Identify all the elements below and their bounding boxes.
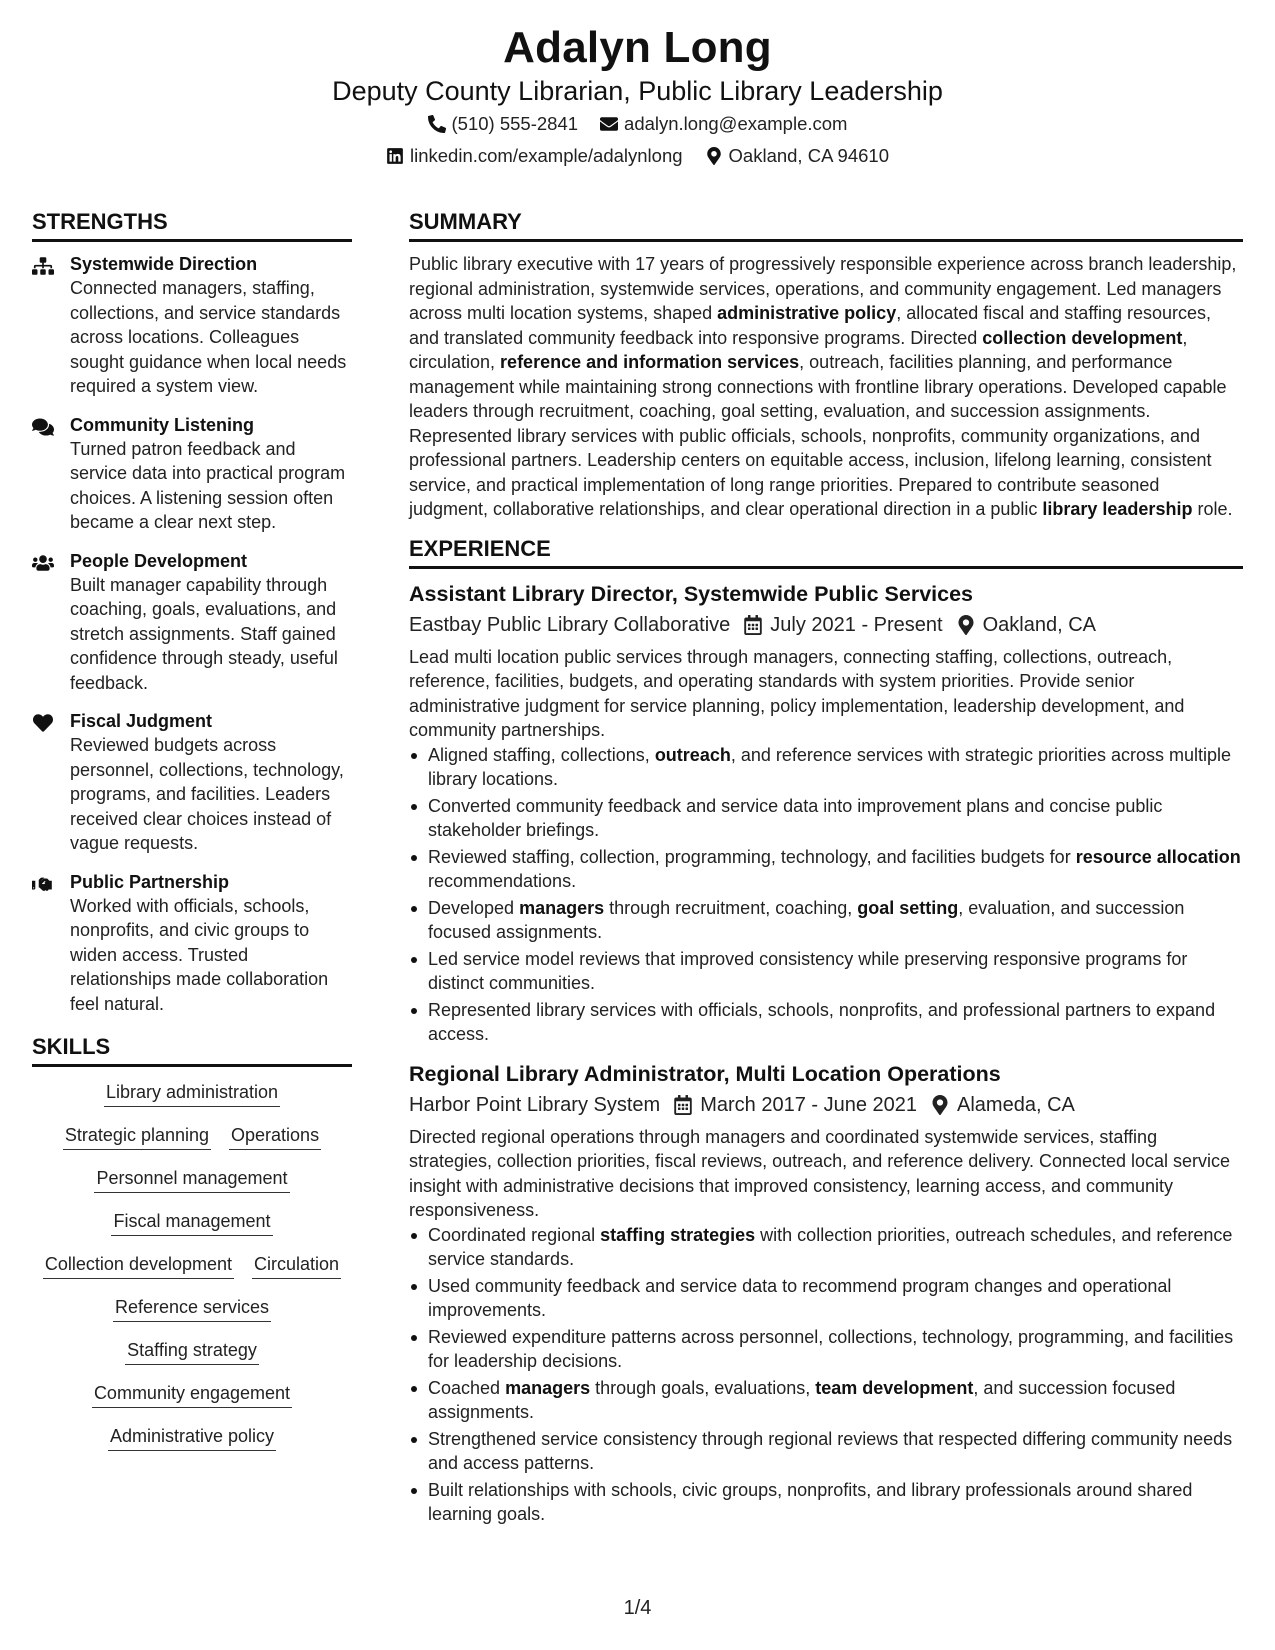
summary-heading: SUMMARY <box>409 207 1243 242</box>
strength-item <box>32 549 352 696</box>
text-segment: , outreach, facilities planning, and performance management while maintaining strong connections with frontline library operations. Developed capable leaders through recruitment, coaching, goal setting, evaluation, and succession assignments. Represented library services with public officials, schools, nonprofits, community organizations, and professional partners. Leadership centers on equitable access, inclusion, lifelong learning, consistent service, and practical implementation of long range priorities. Prepared to contribute seasoned judgment, collaborative relationships, and clear operational direction in a public <box>409 352 1227 519</box>
text-segment: Aligned staffing, collections, <box>428 744 655 765</box>
skill-row <box>32 1122 352 1150</box>
strength-text: Built manager capability through coaching, goals, evaluations, and stretch assignments. Staff gained confidence through steady, useful feedback. <box>70 574 338 693</box>
summary-text <box>409 252 1243 522</box>
sitemap-icon <box>32 256 54 276</box>
job-description: Directed regional operations through managers and coordinated systemwide services, staffing strategies, collection priorities, fiscal reviews, outreach, and reference delivery. Connected local service insight with administrative decisions that improved consistency, learning access, and community responsiveness. <box>409 1126 1231 1220</box>
strength-text: Turned patron feedback and service data into practical program choices. A listening session often became a clear next step. <box>70 438 346 532</box>
bold-keyword: administrative policy <box>717 303 897 323</box>
text-segment: Converted community feedback and service data into improvement plans and concise public stakeholder briefings. <box>428 795 1163 840</box>
job-entry <box>409 1059 1243 1527</box>
job-organization: Harbor Point Library System <box>409 1093 661 1116</box>
skill-tag: Collection development <box>43 1251 234 1279</box>
bullet-item <box>409 998 1243 1047</box>
text-segment: , circulation, <box>409 327 1188 372</box>
text-segment: , evaluation, and succession focused assignments. <box>428 897 1185 942</box>
text-segment: Built relationships with schools, civic groups, nonprofits, and library professionals around shared learning goals. <box>428 1479 1193 1524</box>
strength-item <box>32 252 352 399</box>
left-column <box>32 207 352 1466</box>
skill-row <box>32 1337 352 1365</box>
text-segment: role. <box>1192 499 1233 519</box>
strength-title: Fiscal Judgment <box>70 711 213 731</box>
text-segment: Reviewed staffing, collection, programming, technology, and facilities budgets for <box>428 846 1076 867</box>
bold-keyword: team development <box>815 1377 974 1398</box>
bullet-item <box>409 1274 1243 1323</box>
job-location <box>931 1089 1075 1121</box>
strength-title: Systemwide Direction <box>70 254 258 274</box>
contact-row-1 <box>0 108 1275 140</box>
email-text: adalyn.long@example.com <box>624 113 848 134</box>
skill-row <box>32 1251 352 1279</box>
calendar-icon <box>744 615 762 635</box>
skill-row <box>32 1423 352 1451</box>
job-bullets <box>409 743 1243 1047</box>
bold-keyword: staffing strategies <box>600 1224 756 1245</box>
text-segment: with collection priorities, outreach schedules, and reference service standards. <box>428 1224 1233 1269</box>
job-organization: Eastbay Public Library Collaborative <box>409 613 731 636</box>
resume-header <box>0 22 1275 172</box>
strength-item <box>32 709 352 856</box>
bold-keyword: outreach <box>654 744 731 765</box>
bold-keyword: library leadership <box>1042 499 1193 519</box>
map-marker-icon <box>957 615 975 635</box>
skill-row <box>32 1165 352 1193</box>
skill-tag: Reference services <box>113 1294 271 1322</box>
bullet-item <box>409 947 1243 996</box>
skill-row <box>32 1294 352 1322</box>
text-segment: Coached <box>428 1377 506 1398</box>
job-title: Regional Library Administrator, Multi Location Operations <box>409 1061 1001 1086</box>
text-segment: Reviewed expenditure patterns across personnel, collections, technology, programming, and facilities for leadership decisions. <box>428 1326 1234 1371</box>
bold-keyword: managers <box>519 897 605 918</box>
bullet-item <box>409 896 1243 945</box>
strength-text: Worked with officials, schools, nonprofits, and civic groups to widen access. Trusted relationships made collaboration feel natural. <box>70 895 329 1014</box>
strength-title: Public Partnership <box>70 871 230 892</box>
skill-tag: Administrative policy <box>108 1423 276 1451</box>
calendar-icon <box>674 1095 692 1115</box>
handshake-icon <box>32 874 54 894</box>
text-segment: Developed <box>428 897 520 918</box>
skill-tag: Personnel management <box>94 1165 289 1193</box>
text-segment: Strengthened service consistency through regional reviews that respected differing community needs and access patterns. <box>428 1428 1233 1473</box>
text-segment: Public library executive with 17 years of progressively responsible experience across branch leadership, regional administration, systemwide services, operations, and community engagement. Led managers across multi location systems, shaped <box>409 254 1237 323</box>
phone-contact <box>428 108 579 140</box>
text-segment: recommendations. <box>428 871 577 891</box>
heart-icon <box>32 713 54 733</box>
text-segment: , allocated fiscal and staffing resources, and translated community feedback into responsive programs. Directed <box>409 303 1212 348</box>
job-description: Lead multi location public services through managers, connecting staffing, collections, outreach, reference, facilities, budgets, and operating standards with system priorities. Provide senior administrative judgment for service planning, policy implementation, leadership development, and community partnerships. <box>409 646 1185 740</box>
skill-tag: Fiscal management <box>111 1208 272 1236</box>
job-bullets <box>409 1223 1243 1527</box>
envelope-icon <box>600 115 618 133</box>
map-marker-icon <box>931 1095 949 1115</box>
skill-tag: Strategic planning <box>63 1122 211 1150</box>
strength-text: Connected managers, staffing, collections, and service standards across locations. Colleagues sought guidance when local needs required a system view. <box>70 278 347 396</box>
job-dates <box>674 1089 917 1121</box>
job-dates-text: July 2021 - Present <box>770 613 943 636</box>
page-number: 1/4 <box>623 1597 652 1619</box>
text-segment: Coordinated regional <box>428 1224 601 1245</box>
bullet-item <box>409 743 1243 792</box>
strength-text: Reviewed budgets across personnel, collections, technology, programs, and facilities. Leaders received clear choices instead of vague requests. <box>70 735 344 853</box>
skills-list <box>32 1077 352 1451</box>
bullet-item <box>409 1478 1243 1527</box>
linkedin-icon <box>386 147 404 165</box>
linkedin-contact[interactable] <box>386 140 683 172</box>
skill-tag: Operations <box>229 1122 321 1150</box>
right-column <box>409 207 1243 1539</box>
location-contact <box>705 140 889 172</box>
skill-tag: Staffing strategy <box>125 1337 259 1365</box>
contact-row-2 <box>0 140 1275 172</box>
comments-icon <box>32 417 54 437</box>
skill-tag: Circulation <box>252 1251 341 1279</box>
bullet-item <box>409 845 1243 894</box>
bold-keyword: reference and information services <box>500 352 800 372</box>
strengths-heading: STRENGTHS <box>32 207 352 242</box>
bold-keyword: managers <box>505 1377 591 1398</box>
job-dates-text: March 2017 - June 2021 <box>700 1093 918 1116</box>
text-segment: through goals, evaluations, <box>590 1377 816 1398</box>
text-segment: Used community feedback and service data to recommend program changes and operational improvements. <box>428 1275 1172 1320</box>
job-location-text: Oakland, CA <box>982 613 1096 636</box>
bullet-item <box>409 1325 1243 1374</box>
job-entry <box>409 579 1243 1047</box>
job-title: Assistant Library Director, Systemwide Public Services <box>409 581 974 606</box>
skill-row <box>32 1380 352 1408</box>
text-segment: through recruitment, coaching, <box>604 897 858 918</box>
text-segment: Led service model reviews that improved consistency while preserving responsive programs for distinct communities. <box>428 948 1188 993</box>
bullet-item <box>409 1376 1243 1425</box>
email-contact[interactable] <box>600 108 847 140</box>
job-dates <box>744 609 942 641</box>
strength-item <box>32 413 352 535</box>
candidate-role: Deputy County Librarian, Public Library Leadership <box>332 76 943 106</box>
experience-heading: EXPERIENCE <box>409 534 1243 569</box>
experience-list <box>409 579 1243 1527</box>
job-location <box>957 609 1096 641</box>
job-meta <box>409 1089 1243 1121</box>
text-segment: Represented library services with officials, schools, nonprofits, and professional partners to expand access. <box>428 999 1216 1044</box>
bullet-item <box>409 1223 1243 1272</box>
skill-tag: Library administration <box>104 1079 280 1107</box>
skill-row <box>32 1079 352 1107</box>
bold-keyword: goal setting <box>857 897 959 918</box>
strength-title: People Development <box>70 550 248 571</box>
bold-keyword: collection development <box>982 327 1183 348</box>
bold-keyword: resource allocation <box>1075 846 1241 867</box>
text-segment: , and reference services with strategic priorities across multiple library locations. <box>428 744 1232 789</box>
linkedin-text: linkedin.com/example/adalynlong <box>410 145 683 166</box>
skill-row <box>32 1208 352 1236</box>
strength-item <box>32 870 352 1017</box>
text-segment: , and succession focused assignments. <box>428 1377 1176 1422</box>
users-icon <box>32 553 54 573</box>
bullet-item <box>409 794 1243 843</box>
phone-icon <box>428 115 446 133</box>
skill-tag: Community engagement <box>92 1380 292 1408</box>
skills-heading: SKILLS <box>32 1032 352 1067</box>
phone-text: (510) 555-2841 <box>451 113 579 134</box>
location-text: Oakland, CA 94610 <box>728 145 889 166</box>
job-location-text: Alameda, CA <box>957 1093 1075 1116</box>
job-meta <box>409 609 1243 641</box>
bullet-item <box>409 1427 1243 1476</box>
strength-title: Community Listening <box>70 414 254 435</box>
candidate-name: Adalyn Long <box>503 23 772 72</box>
map-marker-icon <box>705 147 723 165</box>
